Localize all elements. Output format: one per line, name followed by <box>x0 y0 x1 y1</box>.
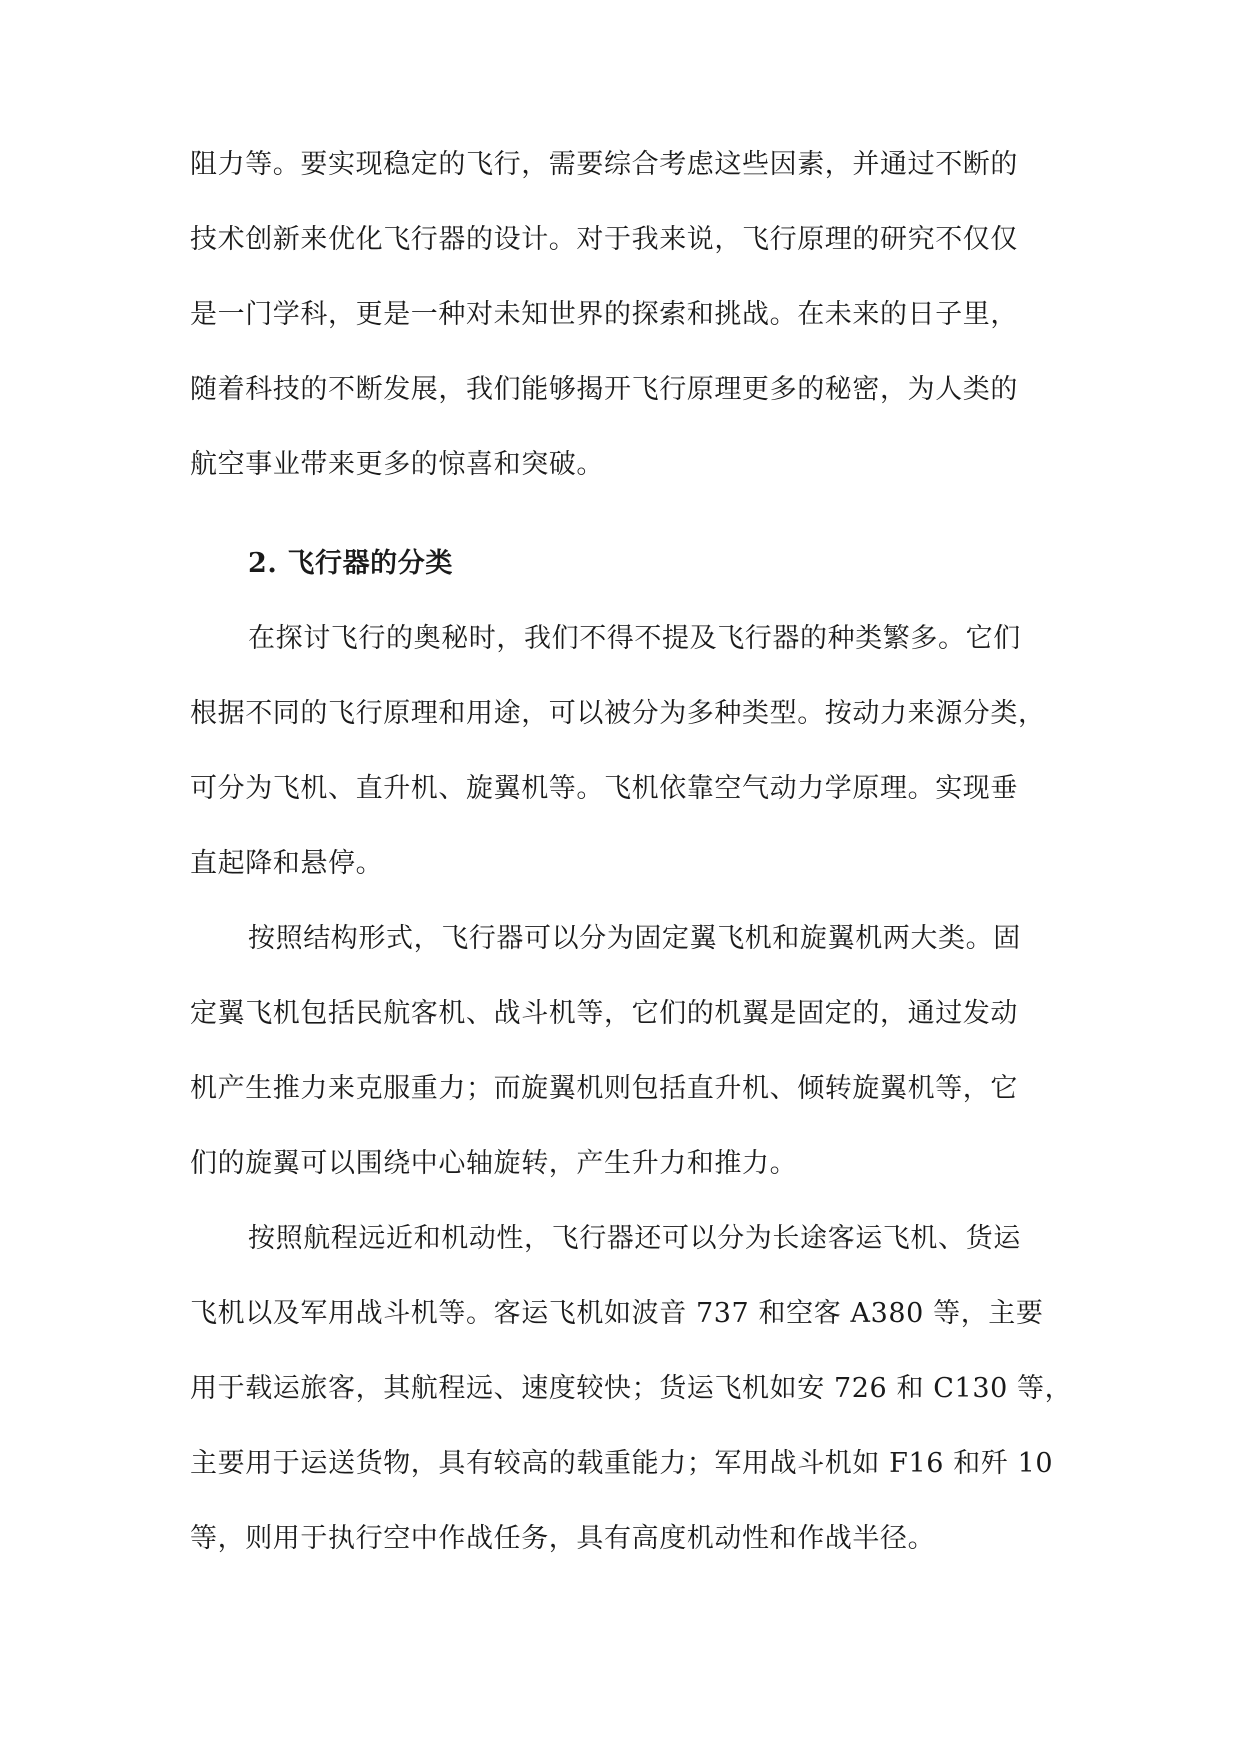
section-paragraph-1 <box>190 619 1052 884</box>
paragraph-line: 阻力等。要实现稳定的飞行，需要综合考虑这些因素，并通过不断的 <box>190 149 1018 180</box>
paragraph-line: 随着科技的不断发展，我们能够揭开飞行原理更多的秘密，为人类的 <box>190 374 1018 405</box>
paragraph-line: 可分为飞机、直升机、旋翼机等。飞机依靠空气动力学原理。实现垂 <box>190 773 1018 804</box>
paragraph-line: 机产生推力来克服重力；而旋翼机则包括直升机、倾转旋翼机等，它 <box>190 1073 1018 1104</box>
paragraph-line: 在探讨飞行的奥秘时，我们不得不提及飞行器的种类繁多。它们 <box>248 623 1021 654</box>
document-page <box>190 145 1073 1594</box>
paragraph-line: 技术创新来优化飞行器的设计。对于我来说，飞行原理的研究不仅仅 <box>190 224 1018 255</box>
paragraph-line: 按照结构形式，飞行器可以分为固定翼飞机和旋翼机两大类。固 <box>248 923 1021 954</box>
paragraph-line: 根据不同的飞行原理和用途，可以被分为多种类型。按动力来源分类， <box>190 698 1046 729</box>
paragraph-line: 用于载运旅客，其航程远、速度较快；货运飞机如安 726 和 C130 等， <box>190 1373 1073 1404</box>
paragraph-line: 主要用于运送货物，具有较高的载重能力；军用战斗机如 F16 和歼 10 <box>190 1448 1054 1479</box>
section-heading: 2. 飞行器的分类 <box>248 548 453 579</box>
paragraph-line: 直起降和悬停。 <box>190 848 384 879</box>
paragraph-line: 航空事业带来更多的惊喜和突破。 <box>190 449 604 480</box>
intro-paragraph <box>190 145 1052 485</box>
paragraph-line: 们的旋翼可以围绕中心轴旋转，产生升力和推力。 <box>190 1148 798 1179</box>
paragraph-line: 等，则用于执行空中作战任务，具有高度机动性和作战半径。 <box>190 1523 936 1554</box>
section-paragraph-3 <box>190 1219 1073 1559</box>
paragraph-line: 定翼飞机包括民航客机、战斗机等，它们的机翼是固定的，通过发动 <box>190 998 1018 1029</box>
paragraph-line: 飞机以及军用战斗机等。客运飞机如波音 737 和空客 A380 等，主要 <box>190 1298 1044 1329</box>
paragraph-line: 按照航程远近和机动性，飞行器还可以分为长途客运飞机、货运 <box>248 1223 1021 1254</box>
paragraph-line: 是一门学科，更是一种对未知世界的探索和挑战。在未来的日子里， <box>190 299 1018 330</box>
section-paragraph-2 <box>190 919 1052 1184</box>
